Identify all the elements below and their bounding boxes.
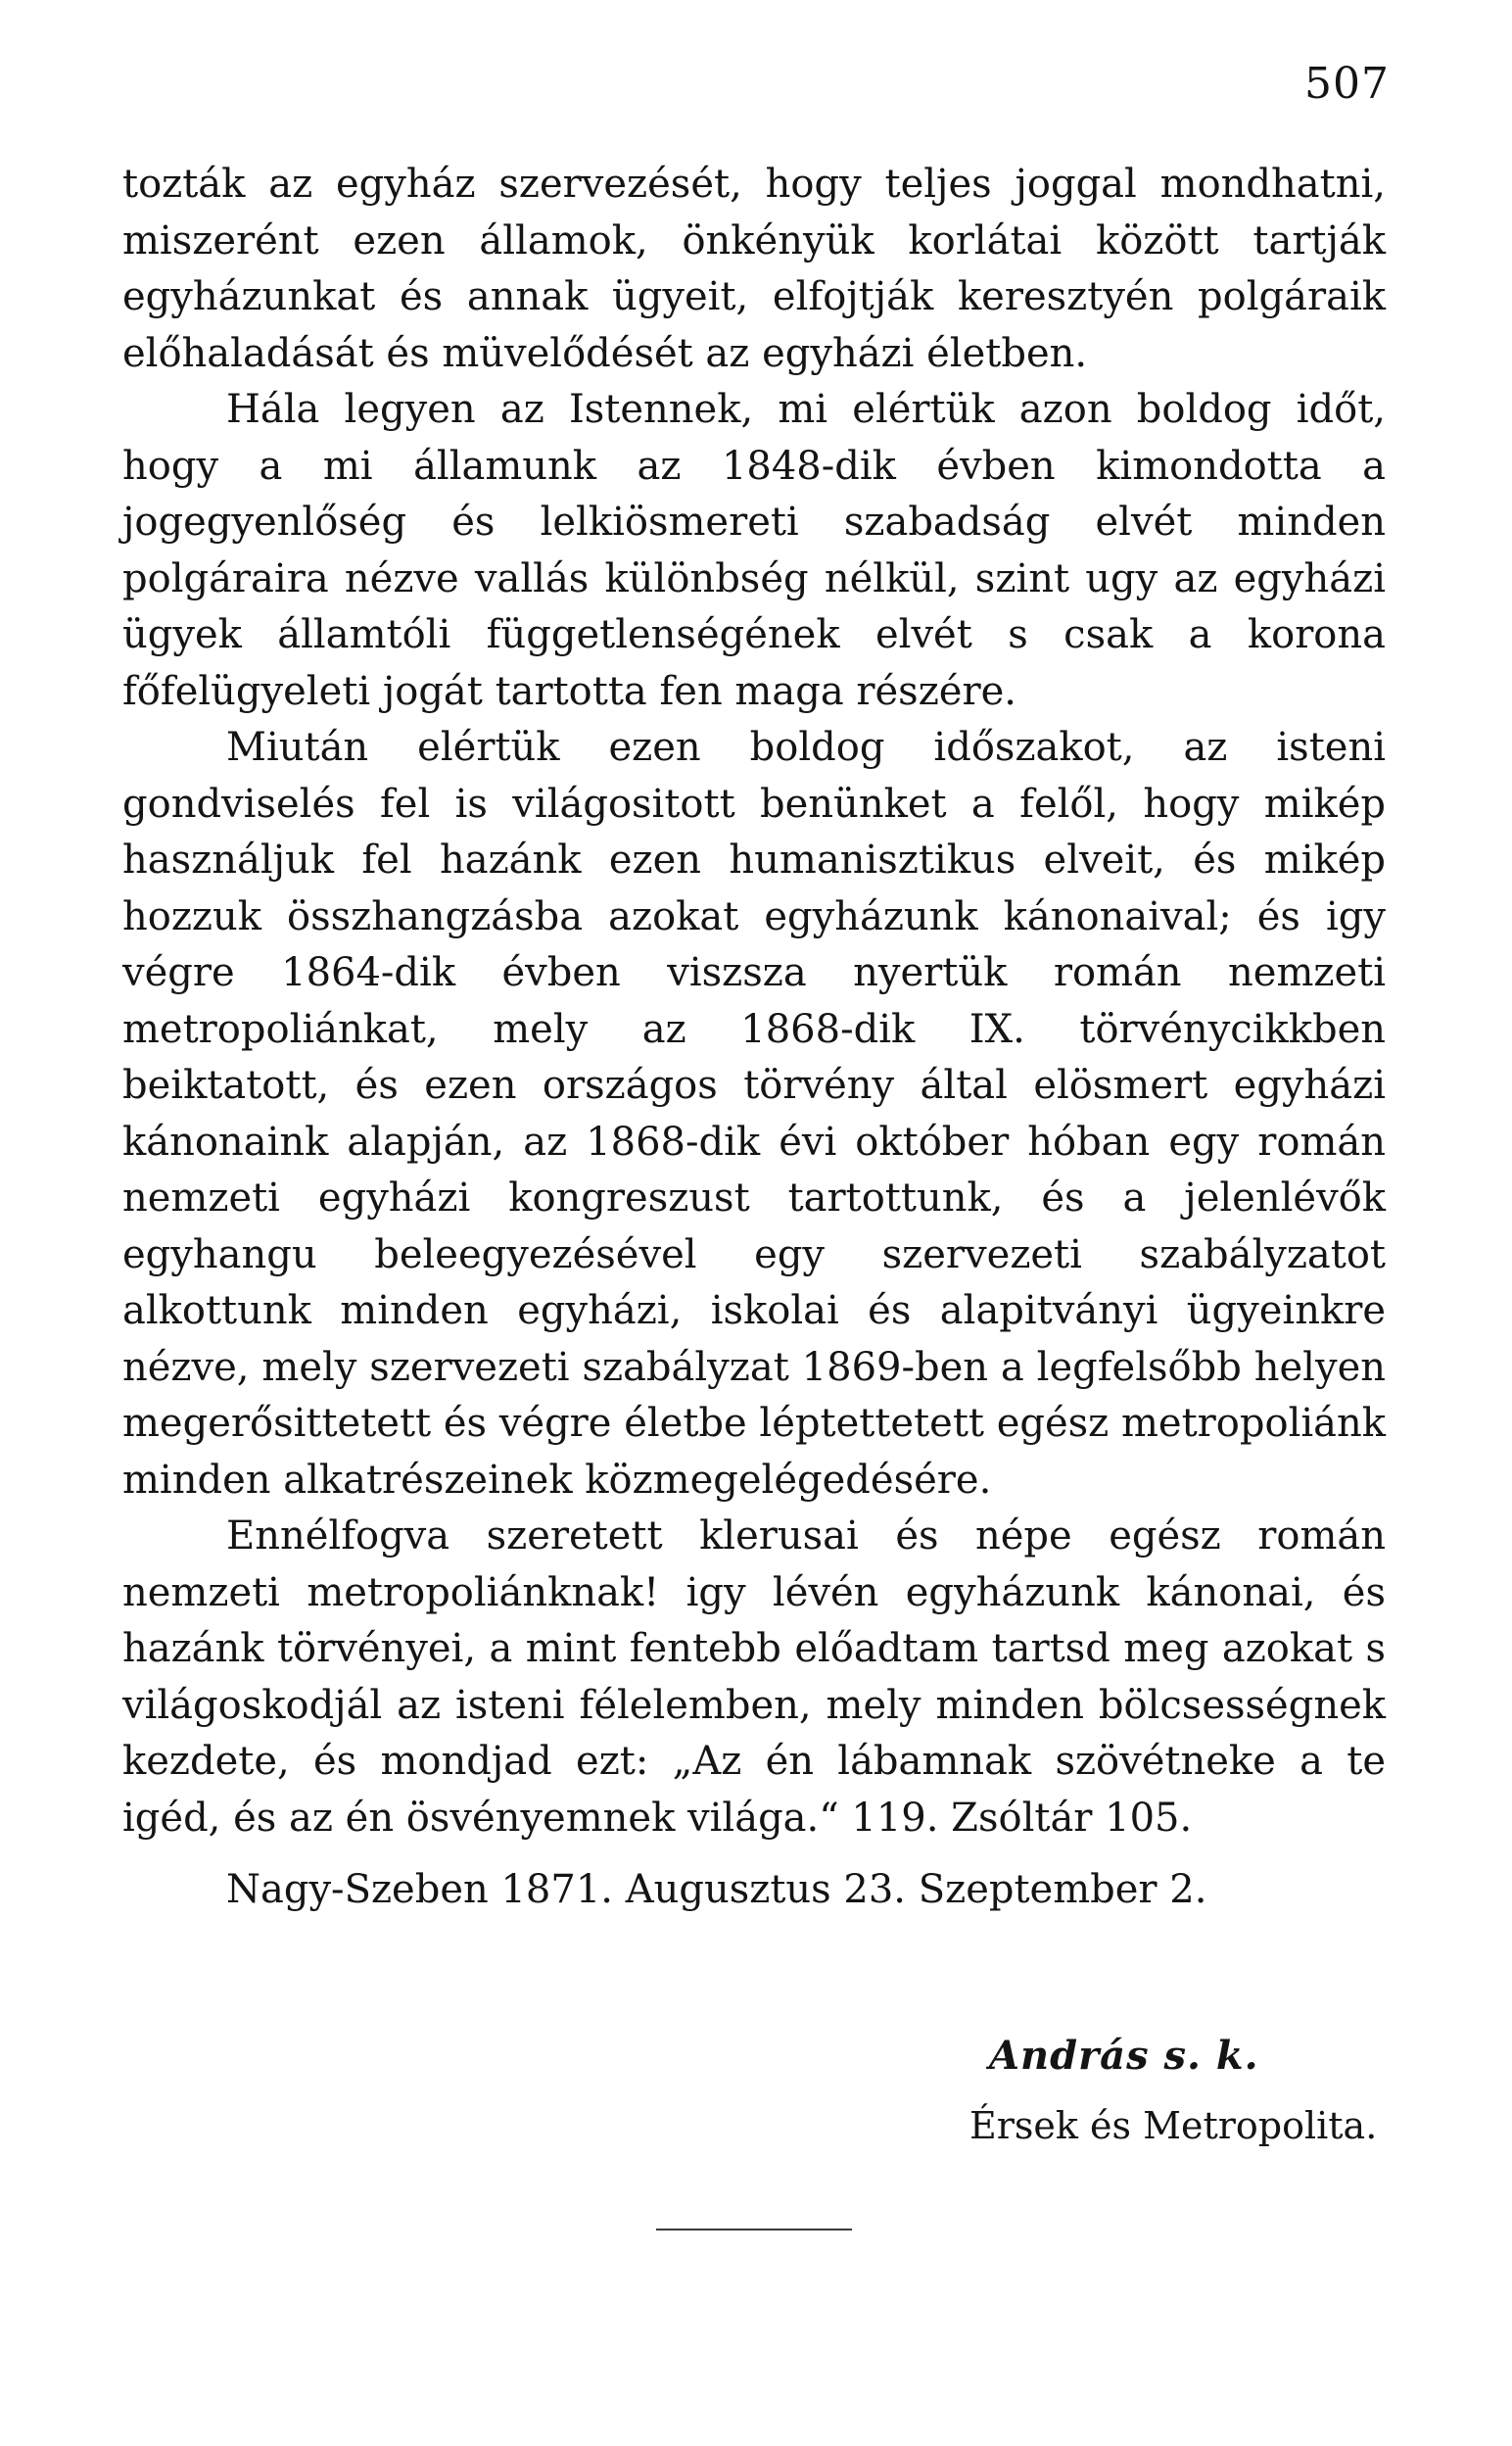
paragraph-2: Hála legyen az Istennek, mi elértük azon boldog időt, hogy a mi államunk az 1848-dik évben kimondotta a jogegyenlőség és lelkiösmereti szabadság elvét minden polgáraira nézve vallás különbség nélkül, szint ugy az egyházi ügyek államtóli függetlenségének elvét s csak a korona főfelügyeleti jogát tartotta fen maga részére. bbox=[122, 387, 1386, 714]
signature: András s. k. bbox=[989, 2033, 1259, 2079]
paragraph-4: Ennélfogva szeretett klerusai és népe egész román nemzeti metropoliánknak! igy lévén egyházunk kánonai, és hazánk törvényei, a mint fentebb előadtam tartsd meg azokat s világoskodjál az isteni félelemben, mely minden bölcsességnek kezdete, és mondjad ezt: „Az én lábamnak szövétneke a te igéd, és az én ösvényemnek világa.“ 119. Zsóltár 105. bbox=[122, 1513, 1386, 1841]
signatory-title: Érsek és Metropolita. bbox=[969, 2104, 1378, 2147]
page-number: 507 bbox=[1304, 59, 1390, 109]
paragraph-3: Miután elértük ezen boldog időszakot, az isteni gondviselés fel is világositott benünket a felől, hogy mikép használjuk fel hazánk ezen humanisztikus elveit, és mikép hozzuk összhangzásba azokat egyházunk kánonaival; és igy végre 1864-dik évben viszsza nyertük román nemzeti metropoliánkat, mely az 1868-dik IX. törvénycikkben beiktatott, és ezen országos törvény által elösmert egyházi kánonaink alapján, az 1868-dik évi október hóban egy román nemzeti egyházi kongreszust tartottunk, és a jelenlévők egyhangu beleegyezésével egy szervezeti szabályzatot alkottunk minden egyházi, iskolai és alapitványi ügyeinkre nézve, mely szervezeti szabályzat 1869-ben a legfelsőbb helyen megerősittetett és végre életbe léptettetett egész metropoliánk minden alkatrészeinek közmegelégedésére. bbox=[122, 725, 1386, 1503]
dateline: Nagy-Szeben 1871. Augusztus 23. Szeptember 2. bbox=[226, 1867, 1207, 1912]
body-text bbox=[122, 157, 1386, 1958]
closing-rule bbox=[656, 2229, 852, 2230]
paragraph-1: tozták az egyház szervezését, hogy teljes joggal mondhatni, miszerént ezen államok, önkényük korlátai között tartják egyházunkat és annak ügyeit, elfojtják keresztyén polgáraik előhaladását és müvelődését az egyházi életben. bbox=[122, 162, 1386, 376]
